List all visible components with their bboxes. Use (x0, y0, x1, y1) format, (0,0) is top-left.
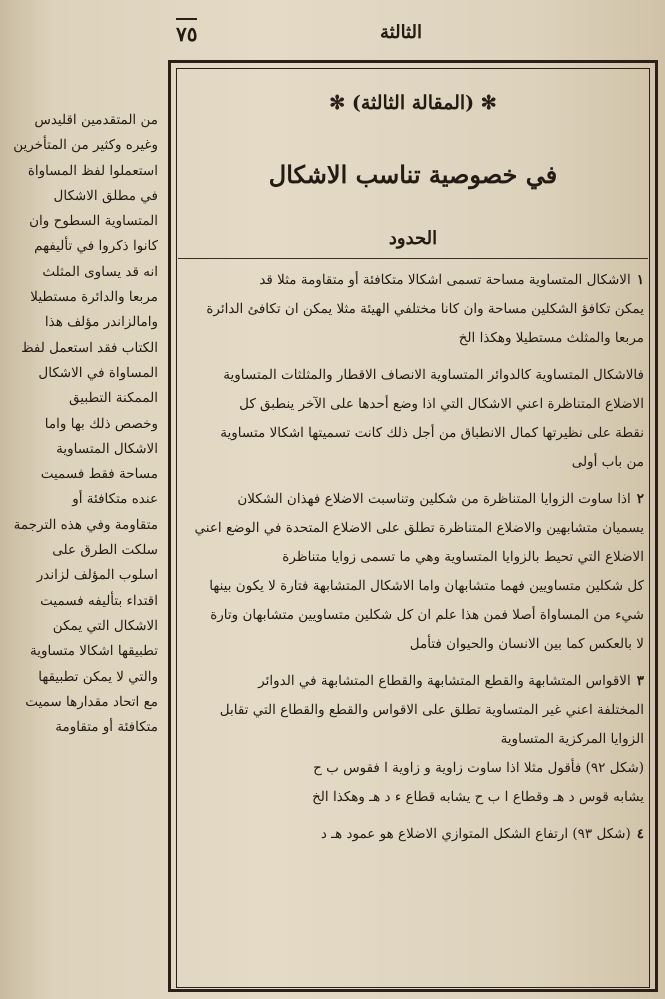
text-line (186, 754, 644, 783)
chapter-title (182, 92, 644, 114)
margin-note-line: انه قد يساوى المثلث (42, 263, 158, 280)
text-line (186, 783, 644, 812)
margin-note (8, 108, 158, 740)
text-line-content: الزوايا المركزية المتساوية (500, 731, 644, 747)
page-header (0, 14, 665, 54)
text-line-content: كل شكلين متساويين فهما متشابهان واما الاشكال المتشابهة فتارة لا يكون بينها (209, 578, 644, 594)
paragraph (186, 361, 644, 477)
text-line-content: يشابه قوس د هـ وقطاع ا ب ح يشابه قطاع ء د هـ وهكذا الخ (312, 789, 644, 805)
main-text (186, 266, 644, 857)
paragraph (186, 667, 644, 812)
margin-note-line: مساحة فقط فسميت (40, 466, 158, 483)
section-title: الحدود (388, 228, 438, 249)
margin-note-line: سلكت الطرق على (52, 542, 158, 559)
text-line-content: الاضلاع المتناظرة اعني الاشكال التي اذا وضع أحدها على الآخر ينطبق كل (239, 396, 644, 412)
text-line (186, 295, 644, 324)
margin-note-line: اسلوب المؤلف لزاندر (36, 567, 158, 584)
paragraph (186, 485, 644, 659)
margin-note-line: استعملوا لفظ المساواة (27, 162, 158, 179)
text-line-content: مربعا والمثلث مستطيلا وهكذا الخ (458, 330, 644, 346)
margin-note-line: وامالزاندر مؤلف هذا (44, 314, 158, 331)
paragraph-number: ٢ (636, 491, 644, 507)
paragraph-number: ١ (636, 272, 644, 288)
text-line-content: يسميان متشابهين والاضلاع المتناظرة تطلق على الاضلاع المتحدة في الوضع اعني (194, 520, 644, 536)
margin-note-line: مربعا والدائرة مستطيلا (30, 289, 158, 306)
text-line (186, 725, 644, 754)
page-number: ٧٥ (176, 18, 197, 46)
text-line-content: شيء من المساواة أصلا فمن هذا علم ان كل شكلين متساويين متشابهان وتارة (210, 607, 644, 623)
margin-note-line: تطبيقها اشكالا متساوية (29, 643, 158, 660)
chapter-title-text: (المقالة الثالثة) (351, 92, 475, 114)
text-line (186, 572, 644, 601)
text-line (186, 543, 644, 572)
text-line (186, 485, 644, 514)
paragraph-number: ٣ (636, 673, 644, 689)
text-line (186, 820, 644, 849)
text-line-content: اذا ساوت الزوايا المتناظرة من شكلين وتناسبت الاضلاع فهذان الشكلان (237, 491, 631, 507)
text-line (186, 667, 644, 696)
text-line (186, 361, 644, 390)
margin-note-line: الكتاب فقد استعمل لفظ (21, 339, 158, 356)
text-line-content: يمكن تكافؤ الشكلين مساحة وان كانا مختلفي الهيئة مثلا يمكن ان تكافئ الدائرة (206, 301, 644, 317)
margin-note-line: الاشكال التي يمكن (52, 617, 158, 634)
margin-note-line: كانوا ذكروا في تأليفهم (34, 238, 158, 255)
text-line (186, 601, 644, 630)
margin-note-line: متقاومة وفي هذه الترجمة (13, 516, 158, 533)
margin-note-line: الاشكال المتساوية (56, 440, 158, 457)
margin-note-line: وغيره وكثير من المتأخرين (13, 137, 158, 154)
margin-note-line: عنده متكافئة أو (72, 491, 158, 508)
text-line (186, 696, 644, 725)
paragraph (186, 266, 644, 353)
text-line (186, 448, 644, 477)
text-line-content: (شكل ٩٣) ارتفاع الشكل المتوازي الاضلاع هو عمود هـ د (320, 826, 631, 842)
subject-title: في خصوصية تناسب الاشكال (268, 160, 558, 189)
text-line-content: الاشكال المتساوية مساحة تسمى اشكالا متكافئة أو متقاومة مثلا قد (259, 272, 631, 288)
margin-note-line: مع اتحاد مقدارها سميت (25, 693, 158, 710)
text-line-content: الاقواس المتشابهة والقطع المتشابهة والقطاع المتشابهة في الدوائر (258, 673, 631, 689)
margin-note-line: الممكنة التطبيق (69, 390, 158, 407)
text-line-content: الاضلاع التي تحيط بالزوايا المتساوية وهي ما تسمى زوايا متناظرة (282, 549, 644, 565)
margin-note-line: من المتقدمين اقليدس (34, 112, 158, 128)
ornament-star-icon: ✻ (329, 92, 346, 114)
margin-note-line: في مطلق الاشكال (53, 187, 158, 204)
paragraph (186, 820, 644, 849)
margin-note-line: المساواة في الاشكال (38, 364, 158, 381)
divider (178, 258, 648, 259)
text-line (186, 324, 644, 353)
text-line (186, 514, 644, 543)
text-line-content: لا بالعكس كما بين الانسان والحيوان فتأمل (409, 636, 644, 652)
text-line (186, 419, 644, 448)
text-line-content: فالاشكال المتساوية كالدوائر المتساوية الانصاف الاقطار والمثلثات المتساوية (223, 367, 644, 383)
text-line-content: المختلفة اعني غير المتساوية تطلق على الاقواس والقطع والقطاع التي تقابل (219, 702, 644, 718)
margin-note-line: وخصص ذلك بها واما (44, 415, 158, 432)
running-head: الثالثة (380, 22, 422, 43)
margin-note-line: اقتداء بتأليفه فسميت (40, 592, 158, 609)
ornament-star-icon: ✻ (480, 92, 497, 114)
text-line (186, 630, 644, 659)
text-line-content: من باب أولى (571, 454, 644, 470)
text-line-content: (شكل ٩٢) فأقول مثلا اذا ساوت زاوية و زاوية ا فقوس ب ح (313, 760, 644, 776)
margin-note-line: متكافئة أو متقاومة (55, 719, 158, 736)
text-line-content: نقطة على نظيرتها كمال الانطباق من أجل ذلك كانت تسميتها اشكالا متساوية (220, 425, 644, 441)
margin-note-line: المتساوية السطوح وان (29, 213, 158, 230)
text-line (186, 266, 644, 295)
margin-note-line: والتي لا يمكن تطبيقها (38, 668, 158, 685)
paragraph-number: ٤ (636, 826, 644, 842)
text-line (186, 390, 644, 419)
